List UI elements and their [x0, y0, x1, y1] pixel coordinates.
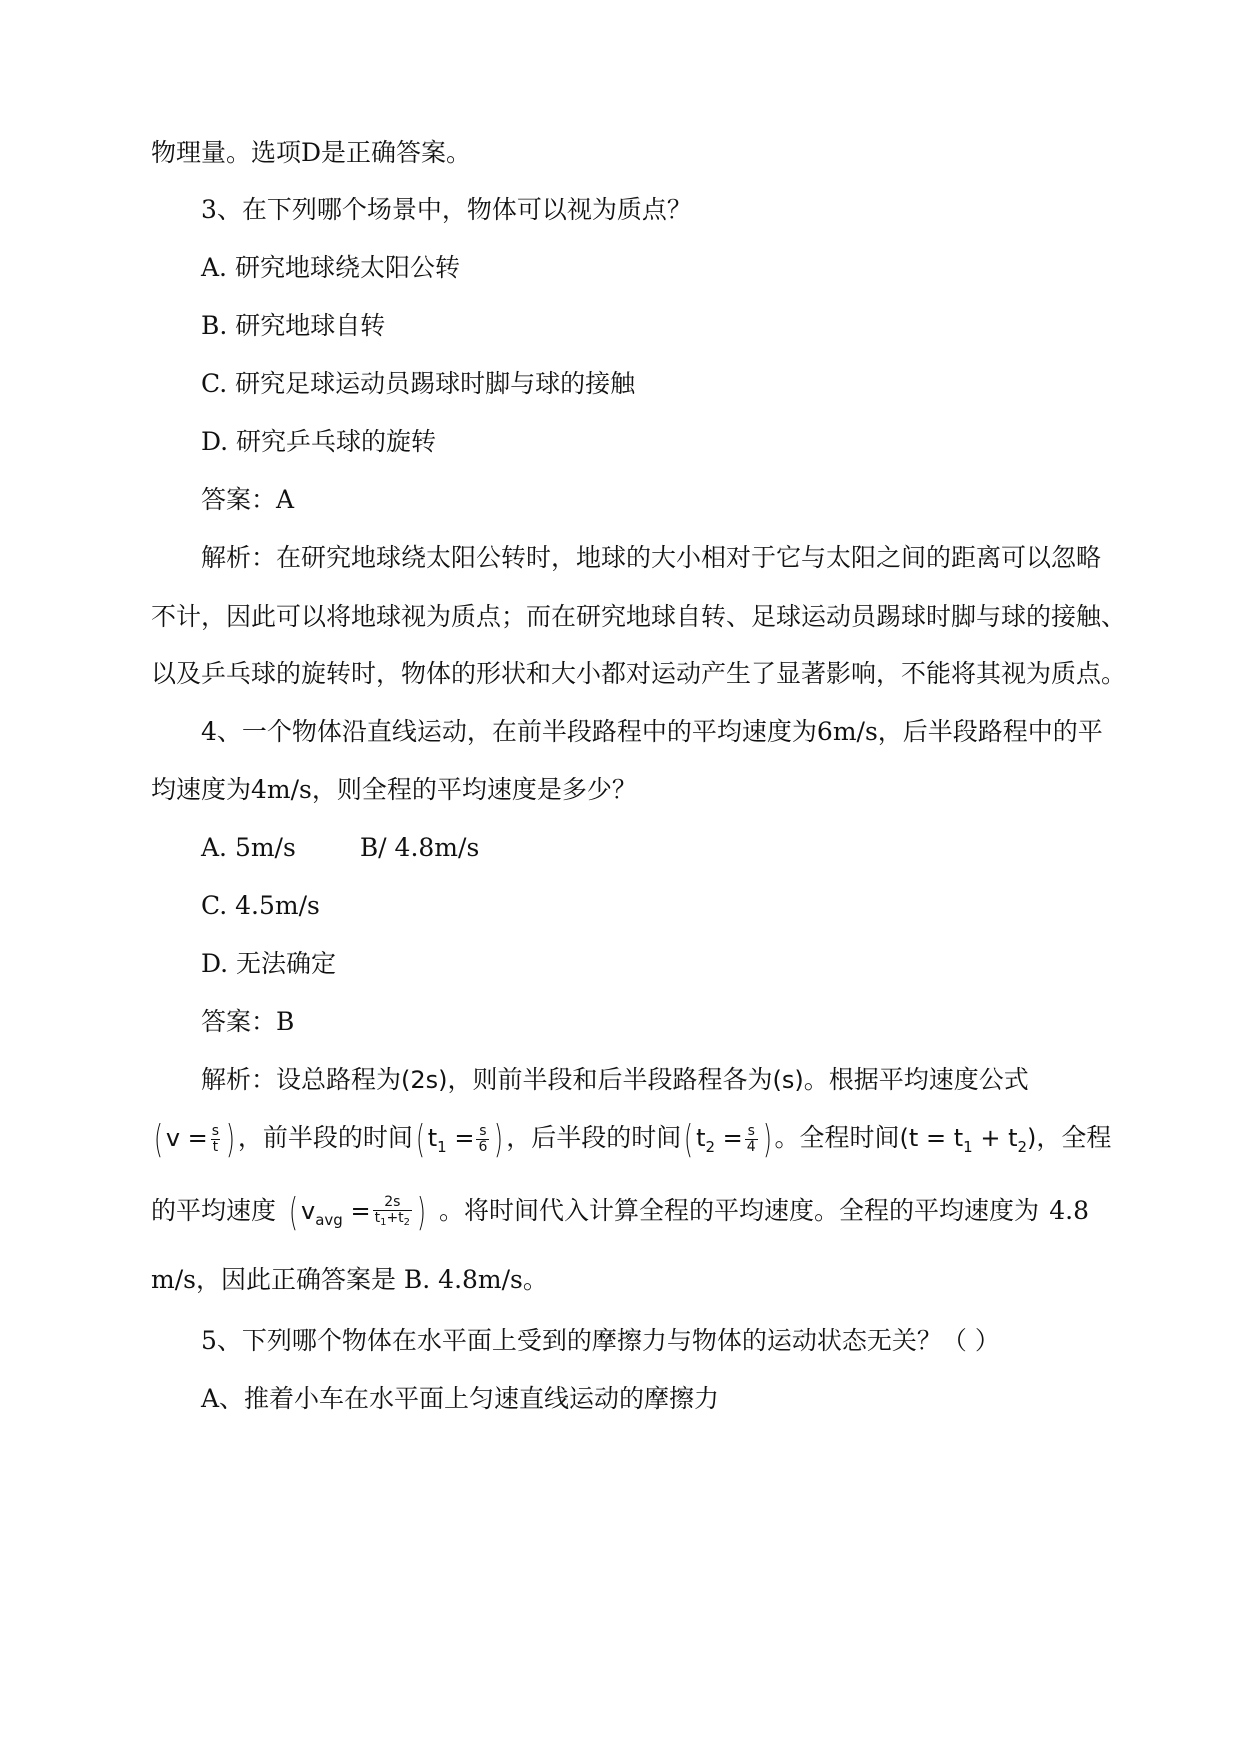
text-span: 。全程时间: [774, 1123, 900, 1152]
question-3: 3、在下列哪个场景中，物体可以视为质点？: [201, 195, 692, 224]
value-span: 4.8: [1049, 1196, 1089, 1225]
text-span: ，全程: [1036, 1123, 1112, 1152]
option-b: B/ 4.8m/s: [359, 833, 480, 862]
text-span: ，则前半段和后半段路程各为: [447, 1065, 773, 1094]
text-span: ，后半段的时间: [506, 1123, 682, 1152]
formula-line: [151, 1190, 1089, 1237]
text-span: 。根据平均速度公式: [803, 1065, 1029, 1094]
math-span: (s): [772, 1066, 804, 1094]
explanation-line: [0, 1063, 1241, 1097]
formula-t2: ( $t_2$ = $\frac{s}{4}$ ): [684, 1117, 772, 1161]
explanation-line: 以及乒乓球的旋转时，物体的形状和大小都对运动产生了显著影响，不能将其视为质点。: [151, 659, 1127, 688]
text-span: 解析：设总路程为: [201, 1065, 402, 1094]
options-row: [0, 831, 1241, 865]
question-4: 4、一个物体沿直线运动，在前半段路程中的平均速度为6m/s，后半段路程中的平: [201, 717, 1103, 746]
text-span: 的平均速度: [151, 1196, 277, 1225]
text-line: 物理量。选项D是正确答案。: [151, 138, 472, 167]
formula-vavg: ( $v_{avg}$ = $\frac{2s}{t_1+t_2}$ ): [289, 1190, 426, 1234]
answer: 答案：A: [201, 485, 295, 514]
option-a: A. 5m/s: [201, 833, 296, 862]
option-d: D. 无法确定: [201, 949, 337, 978]
formula-total: $(t = t_1 + t_2)$: [899, 1124, 1037, 1156]
text-span: ，前半段的时间: [237, 1123, 413, 1152]
formula-t1: ( $t_1$ = $\frac{s}{6}$ ): [415, 1117, 504, 1161]
explanation-line: 不计，因此可以将地球视为质点；而在研究地球自转、足球运动员踢球时脚与球的接触、: [151, 602, 1127, 631]
formula-v: ( v = $\frac{s}{t}$ ): [153, 1117, 235, 1161]
option-c: C. 研究足球运动员踢球时脚与球的接触: [201, 369, 636, 398]
option-b: B. 研究地球自转: [201, 311, 386, 340]
math-span: (2s): [401, 1066, 448, 1094]
option-a: A. 研究地球绕太阳公转: [201, 253, 460, 282]
text-span: 。将时间代入计算全程的平均速度。全程的平均速度为: [439, 1196, 1040, 1225]
question-5: 5、下列哪个物体在水平面上受到的摩擦力与物体的运动状态无关？（ ）: [201, 1326, 1000, 1355]
option-c: C. 4.5m/s: [201, 891, 320, 920]
option-a: A、推着小车在水平面上匀速直线运动的摩擦力: [201, 1384, 720, 1413]
explanation-line: 解析：在研究地球绕太阳公转时，地球的大小相对于它与太阳之间的距离可以忽略: [201, 543, 1102, 572]
question-4-cont: 均速度为4m/s，则全程的平均速度是多少？: [151, 775, 637, 804]
answer: 答案：B: [201, 1007, 295, 1036]
explanation-line: m/s，因此正确答案是 B. 4.8m/s。: [151, 1265, 548, 1294]
formula-line: [151, 1117, 1112, 1164]
option-d: D. 研究乒乓球的旋转: [201, 427, 437, 456]
